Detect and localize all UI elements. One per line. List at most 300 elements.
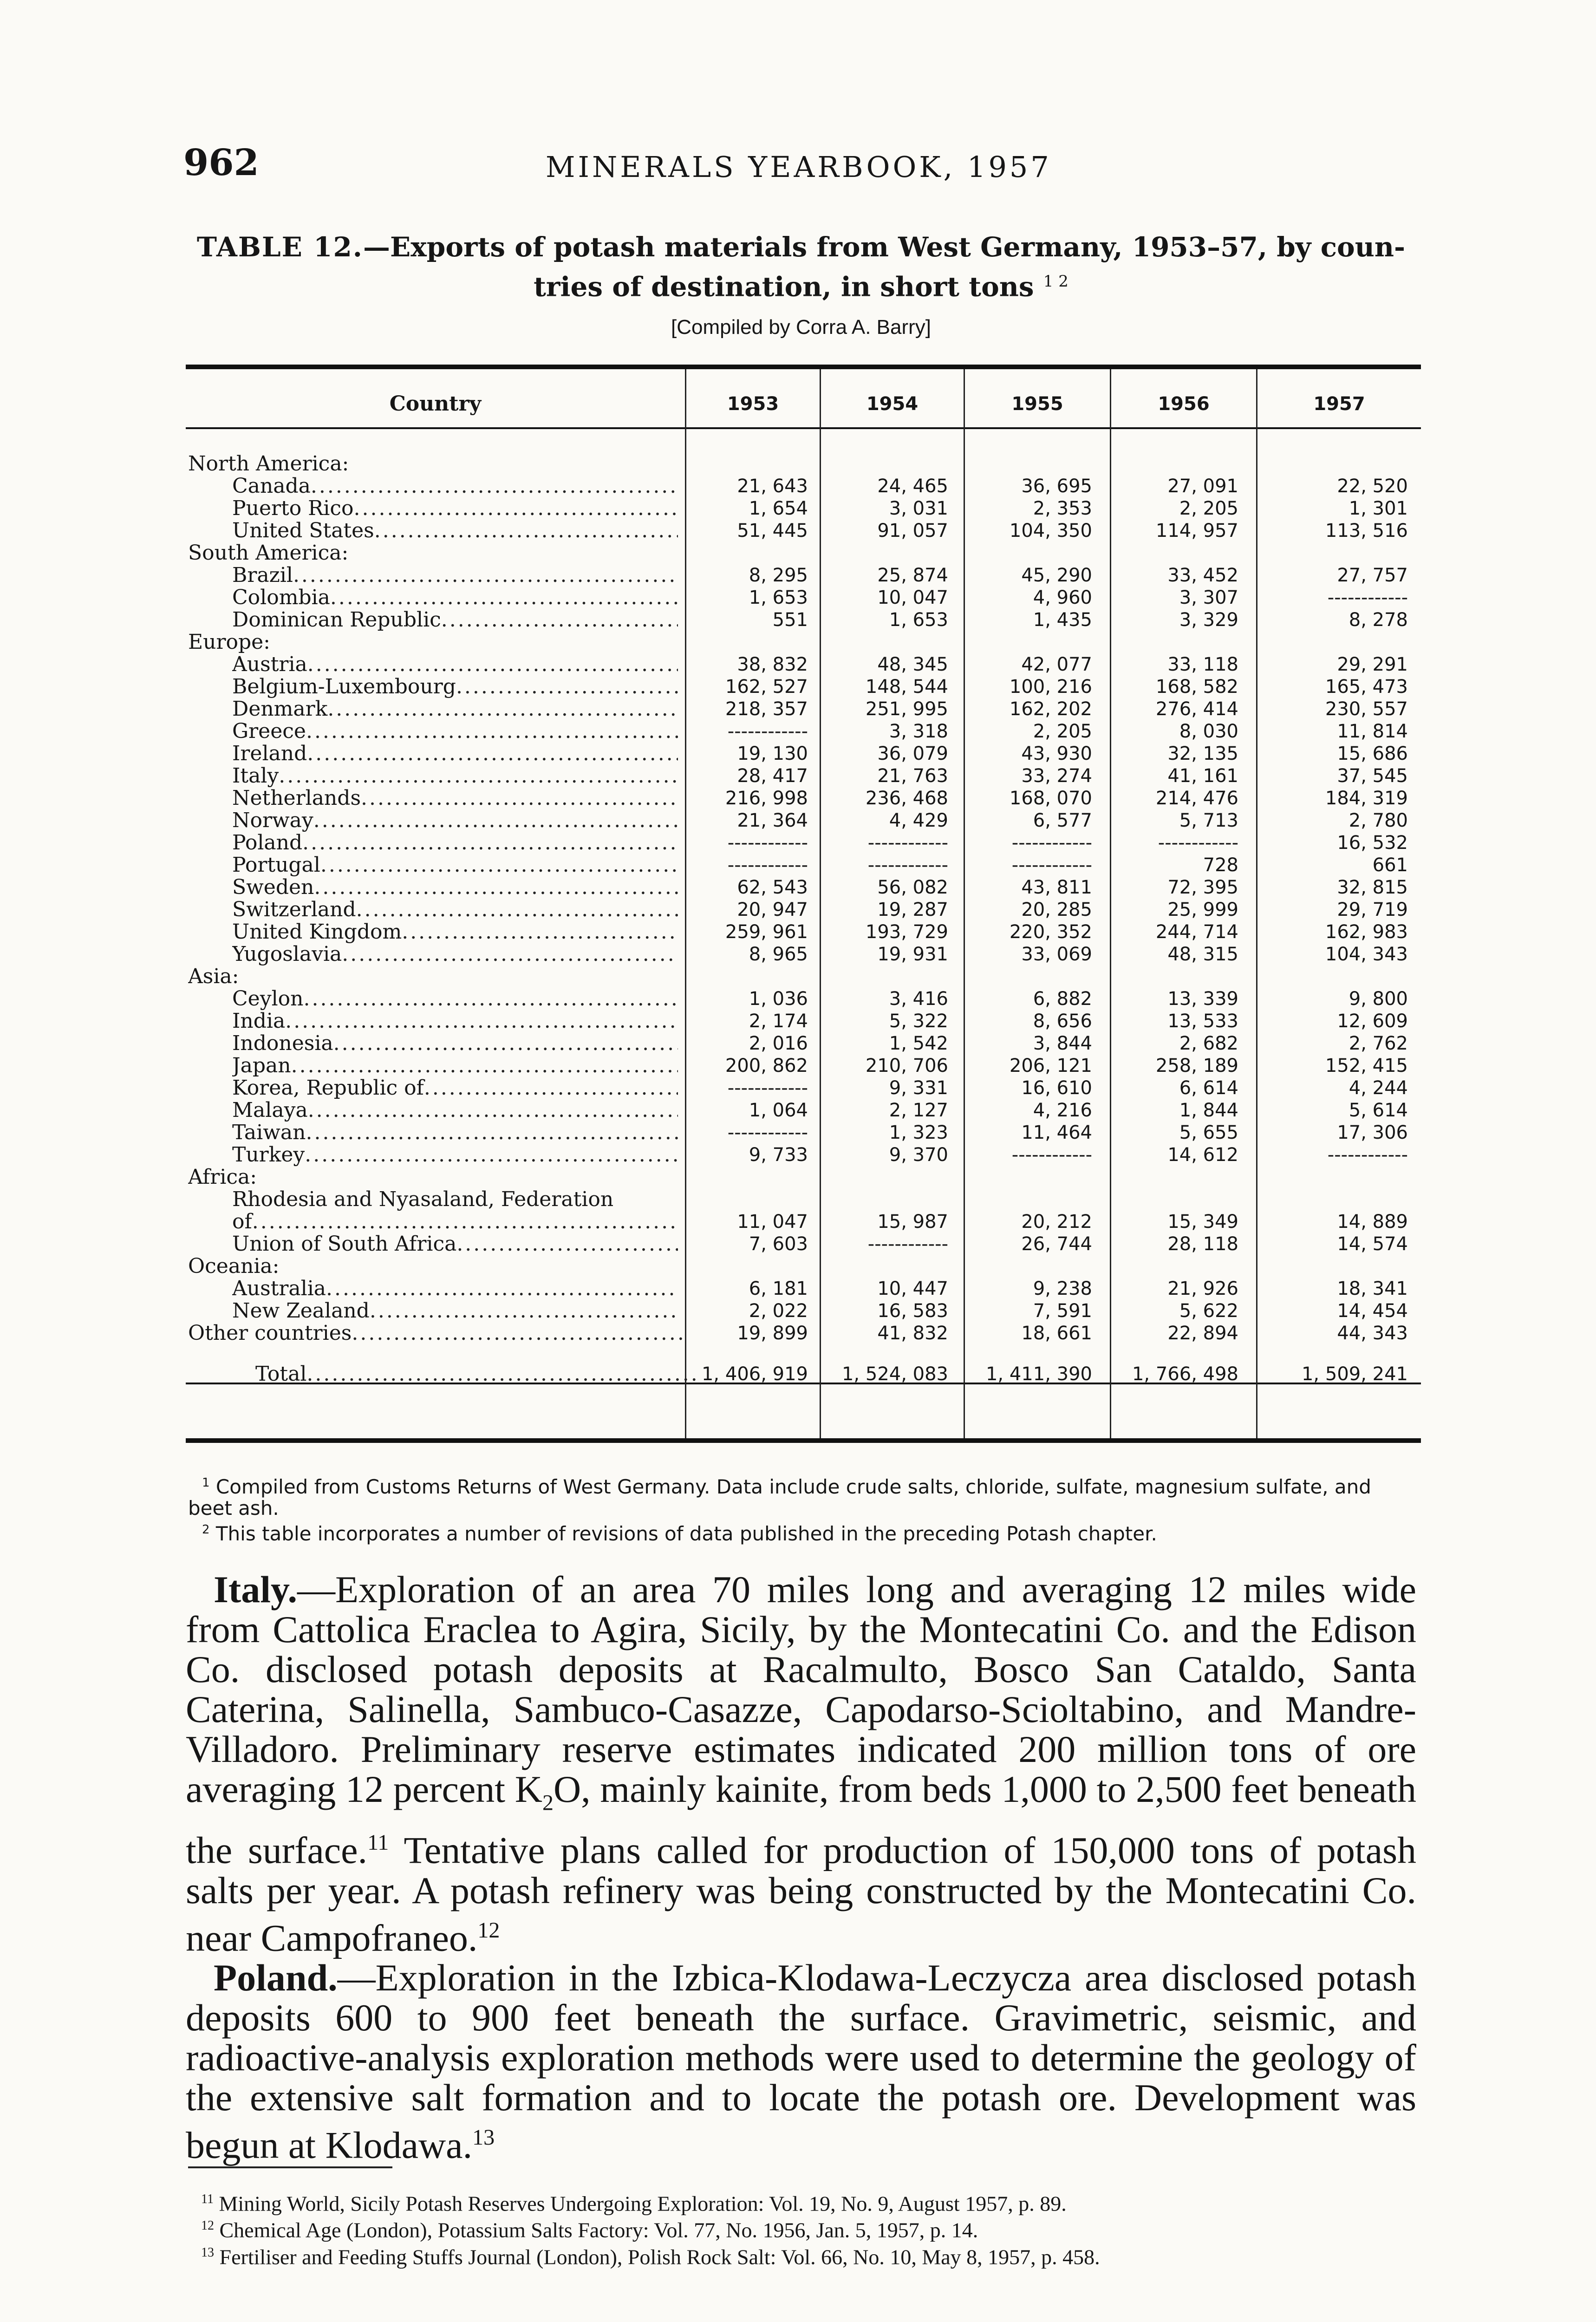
table-row	[186, 965, 1421, 988]
country-name: Greece .....	[232, 720, 678, 743]
value-cell: 6, 614	[1179, 1077, 1238, 1099]
value-cell: 193, 729	[865, 921, 948, 943]
value-cell: ------------	[727, 832, 808, 854]
table-row	[186, 587, 1421, 609]
value-cell: 21, 364	[737, 810, 808, 831]
value-cell: ------------	[1011, 854, 1092, 876]
country-name: Turkey .....	[232, 1144, 678, 1166]
value-cell	[1117, 965, 1238, 988]
value-cell: 200, 862	[725, 1055, 808, 1076]
table-footnote	[188, 1519, 1414, 1545]
value-cell: 45, 290	[1021, 565, 1092, 586]
country-name: India .....	[232, 1010, 678, 1032]
table-row	[186, 743, 1421, 765]
value-cell: 72, 395	[1167, 877, 1238, 898]
table-footnote	[188, 1472, 1414, 1519]
value-cell: ------------	[867, 832, 948, 854]
value-cell: 14, 612	[1167, 1144, 1238, 1166]
value-cell: 43, 811	[1021, 877, 1092, 898]
value-cell: 1, 323	[889, 1122, 948, 1143]
value-cell: 214, 476	[1155, 788, 1238, 809]
value-cell: 258, 189	[1155, 1055, 1238, 1076]
table-row	[186, 475, 1421, 497]
table-row	[186, 988, 1421, 1010]
value-cell: 36, 695	[1021, 476, 1092, 497]
total-cell: 1, 406, 919	[701, 1363, 808, 1385]
paragraph-italy	[186, 1570, 1416, 1958]
paragraph-lead: Poland.	[214, 1957, 338, 1999]
table-header-rule	[186, 427, 1421, 429]
region-label: Oceania:	[188, 1255, 280, 1278]
value-cell: 184, 319	[1325, 788, 1408, 809]
value-cell	[1263, 631, 1408, 653]
country-name: Brazil .....	[232, 564, 678, 587]
value-cell: 33, 452	[1167, 565, 1238, 586]
table-row	[186, 1122, 1421, 1144]
table-row	[186, 943, 1421, 965]
country-name	[232, 1188, 678, 1233]
column-header-1954: 1954	[866, 393, 919, 415]
value-cell: 2, 016	[749, 1033, 808, 1054]
value-cell: 41, 832	[877, 1323, 948, 1344]
value-cell: 114, 957	[1155, 520, 1238, 541]
value-cell: 3, 318	[889, 721, 948, 742]
value-cell: 8, 965	[749, 944, 808, 965]
page-number: 962	[183, 142, 259, 184]
value-cell: 168, 070	[1009, 788, 1092, 809]
value-cell: 2, 127	[889, 1100, 948, 1121]
table-row	[186, 1278, 1421, 1300]
value-cell: ------------	[727, 1077, 808, 1099]
value-cell: ------------	[1158, 832, 1238, 854]
value-cell	[1263, 1166, 1408, 1188]
value-cell: 5, 713	[1179, 810, 1238, 831]
value-cell: 56, 082	[877, 877, 948, 898]
table-label: TABLE 12.	[196, 231, 363, 263]
paragraph-text: —Exploration of an area 70 miles long and averaging 12 miles wide from Cattolica Eraclea to Agira, Sicily, by the Montecatini Co. and the Edison Co. disclosed potash deposits at Racalmulto, Bosco San Cataldo, Santa Caterina, Salinella, Sambuco-Casazze, Capodarso-Scioltabino, and Mandre-Villadoro. Preliminary reserve estimates indicated 200 million tons of ore averaging 12 percent K	[186, 1568, 1416, 1810]
region-label: Asia:	[188, 965, 239, 988]
subscript: 2	[542, 1790, 554, 1815]
value-cell: 10, 047	[877, 587, 948, 608]
value-cell: 230, 557	[1325, 698, 1408, 720]
value-cell	[686, 542, 808, 564]
value-cell: 1, 036	[749, 988, 808, 1010]
value-cell: ------------	[867, 1233, 948, 1255]
value-cell	[971, 542, 1092, 564]
column-header-1953: 1953	[727, 393, 779, 415]
value-cell	[971, 1255, 1092, 1278]
value-cell: 15, 987	[877, 1211, 948, 1233]
value-cell: 7, 591	[1033, 1300, 1092, 1322]
value-cell: 42, 077	[1021, 654, 1092, 675]
value-cell: 8, 030	[1179, 721, 1238, 742]
value-cell: 14, 454	[1337, 1300, 1408, 1322]
value-cell	[686, 1255, 808, 1278]
value-cell: 661	[1372, 854, 1408, 876]
value-cell: 162, 983	[1325, 921, 1408, 943]
value-cell: 24, 465	[877, 476, 948, 497]
value-cell: 11, 464	[1021, 1122, 1092, 1143]
compiled-by: [Compiled by Corra A. Barry]	[671, 316, 931, 339]
value-cell: 1, 654	[749, 498, 808, 519]
value-cell: ------------	[1011, 1144, 1092, 1166]
value-cell: 13, 339	[1167, 988, 1238, 1010]
value-cell: 8, 656	[1033, 1011, 1092, 1032]
value-cell: 16, 583	[877, 1300, 948, 1322]
paragraph-text: —Exploration in the Izbica-Klodawa-Leczycza area disclosed potash deposits 600 to 900 feet beneath the surface. Gravimetric, seismic, and radioactive-analysis exploration methods were used to determine the geology of the extensive salt formation and to locate the potash ore. Development was begun at Klodawa.	[186, 1957, 1416, 2166]
value-cell	[971, 965, 1092, 988]
value-cell: 5, 655	[1179, 1122, 1238, 1143]
value-cell: 11, 814	[1337, 721, 1408, 742]
value-cell	[1117, 542, 1238, 564]
value-cell: 1, 844	[1179, 1100, 1238, 1121]
page-footnote	[188, 2188, 1414, 2215]
country-name: Denmark .....	[232, 698, 678, 720]
country-name: Puerto Rico .....	[232, 497, 678, 520]
country-name: Austria .....	[232, 653, 678, 676]
value-cell	[1263, 1255, 1408, 1278]
value-cell	[1263, 965, 1408, 988]
value-cell: 33, 274	[1021, 765, 1092, 787]
value-cell: ------------	[727, 1122, 808, 1143]
country-name-line2: of .....	[232, 1211, 678, 1233]
value-cell: 9, 733	[749, 1144, 808, 1166]
country-name: Colombia .....	[232, 587, 678, 609]
value-cell: 218, 357	[725, 698, 808, 720]
value-cell: 32, 135	[1167, 743, 1238, 764]
region-label: South America:	[188, 542, 349, 564]
footnote-text: Chemical Age (London), Potassium Salts Factory: Vol. 77, No. 1956, Jan. 5, 1957, p. 14.	[219, 2218, 978, 2242]
total-cell: 1, 766, 498	[1132, 1363, 1238, 1385]
table-row	[186, 876, 1421, 899]
value-cell: 1, 653	[889, 609, 948, 631]
total-row	[186, 1363, 1421, 1385]
country-name: Malaya .....	[232, 1099, 678, 1122]
value-cell: 5, 614	[1348, 1100, 1408, 1121]
footnote-text: Mining World, Sicily Potash Reserves Undergoing Exploration: Vol. 19, No. 9, August 1957, p. 89.	[219, 2192, 1067, 2216]
value-cell: 2, 780	[1348, 810, 1408, 831]
table-row	[186, 1077, 1421, 1099]
table-row	[186, 832, 1421, 854]
value-cell: 48, 345	[877, 654, 948, 675]
value-cell	[971, 453, 1092, 475]
value-cell	[686, 965, 808, 988]
value-cell	[827, 631, 948, 653]
value-cell: 7, 603	[749, 1233, 808, 1255]
column-header-1957: 1957	[1313, 393, 1365, 415]
footnote-mark: 1	[202, 1476, 210, 1490]
table-row	[186, 720, 1421, 743]
value-cell	[1117, 1166, 1238, 1188]
value-cell: 165, 473	[1325, 676, 1408, 698]
value-cell: 17, 306	[1337, 1122, 1408, 1143]
table-row	[186, 453, 1421, 475]
country-name: Union of South Africa .....	[232, 1233, 678, 1255]
country-name: United Kingdom .....	[232, 921, 678, 943]
value-cell: ------------	[867, 854, 948, 876]
region-label: Africa:	[188, 1166, 257, 1188]
value-cell: 37, 545	[1337, 765, 1408, 787]
value-cell: 26, 744	[1021, 1233, 1092, 1255]
value-cell	[1263, 453, 1408, 475]
table-title-line2: tries of destination, in short tons	[534, 271, 1034, 303]
value-cell: 27, 091	[1167, 476, 1238, 497]
value-cell: 19, 287	[877, 899, 948, 920]
value-cell: 4, 244	[1348, 1077, 1408, 1099]
value-cell: 162, 202	[1009, 698, 1092, 720]
value-cell: 14, 574	[1337, 1233, 1408, 1255]
country-name: Yugoslavia .....	[232, 943, 678, 965]
footnote-ref: 13	[472, 2125, 495, 2150]
value-cell: 16, 532	[1337, 832, 1408, 854]
value-cell	[686, 453, 808, 475]
value-cell: 2, 205	[1033, 721, 1092, 742]
table-row	[186, 1166, 1421, 1188]
table-title	[188, 230, 1414, 304]
value-cell: ------------	[727, 854, 808, 876]
value-cell: 22, 894	[1167, 1323, 1238, 1344]
value-cell	[971, 1166, 1092, 1188]
value-cell: 25, 874	[877, 565, 948, 586]
page-footnote	[188, 2242, 1414, 2268]
column-header-1956: 1956	[1158, 393, 1210, 415]
country-name: Portugal .....	[232, 854, 678, 876]
value-cell: 3, 329	[1179, 609, 1238, 631]
table-body	[186, 453, 1421, 1385]
table-row	[186, 921, 1421, 943]
value-cell: 36, 079	[877, 743, 948, 764]
country-name-line1: Rhodesia and Nyasaland, Federation	[232, 1188, 614, 1211]
value-cell: 91, 057	[877, 520, 948, 541]
table-row	[186, 1233, 1421, 1255]
value-cell: 551	[772, 609, 808, 631]
value-cell: 32, 815	[1337, 877, 1408, 898]
value-cell: 4, 216	[1033, 1100, 1092, 1121]
country-name: Netherlands .....	[232, 787, 678, 809]
value-cell: 3, 307	[1179, 587, 1238, 608]
footnote-ref: 12	[477, 1918, 500, 1943]
value-cell	[1263, 542, 1408, 564]
table-row	[186, 1322, 1421, 1344]
country-name: Canada .....	[232, 475, 678, 497]
country-name: Belgium-Luxembourg .....	[232, 676, 678, 698]
value-cell: ------------	[727, 721, 808, 742]
footnote-text: Fertiliser and Feeding Stuffs Journal (London), Polish Rock Salt: Vol. 66, No. 10, May 8, 1957, p. 458.	[219, 2244, 1100, 2269]
paragraph-lead: Italy.	[214, 1568, 297, 1611]
value-cell: 9, 800	[1348, 988, 1408, 1010]
value-cell: 21, 763	[877, 765, 948, 787]
value-cell: 3, 416	[889, 988, 948, 1010]
paragraph-text: Tentative plans called for production of 150,000 tons of potash salts per year. A potash refinery was being constructed by the Montecatini Co. near Campofraneo.	[186, 1829, 1417, 1959]
value-cell: 3, 031	[889, 498, 948, 519]
value-cell	[827, 453, 948, 475]
value-cell: 48, 315	[1167, 944, 1238, 965]
value-cell	[1117, 631, 1238, 653]
value-cell: 1, 542	[889, 1033, 948, 1054]
value-cell: ------------	[1327, 1144, 1408, 1166]
value-cell: 2, 762	[1348, 1033, 1408, 1054]
value-cell: 216, 998	[725, 788, 808, 809]
footnote-mark: 13	[201, 2245, 214, 2260]
table-row	[186, 1144, 1421, 1166]
value-cell: 6, 181	[749, 1278, 808, 1299]
footnote-ref: 11	[367, 1830, 389, 1855]
value-cell: 728	[1203, 854, 1238, 876]
country-name: New Zealand .....	[232, 1300, 678, 1322]
table-row	[186, 1099, 1421, 1122]
value-cell: 168, 582	[1155, 676, 1238, 698]
footnote-mark: 12	[201, 2218, 214, 2233]
value-cell: 152, 415	[1325, 1055, 1408, 1076]
table-top-rule	[186, 365, 1421, 369]
country-name: Ireland .....	[232, 743, 678, 765]
country-name: Japan .....	[232, 1055, 678, 1077]
value-cell: 251, 995	[865, 698, 948, 720]
value-cell: 100, 216	[1009, 676, 1092, 698]
region-label: North America:	[188, 453, 349, 475]
value-cell: 236, 468	[865, 788, 948, 809]
value-cell: 13, 533	[1167, 1011, 1238, 1032]
value-cell: ------------	[1327, 587, 1408, 608]
value-cell	[686, 631, 808, 653]
value-cell: 44, 343	[1337, 1323, 1408, 1344]
running-header	[183, 142, 1428, 193]
value-cell: 21, 926	[1167, 1278, 1238, 1299]
value-cell: 276, 414	[1155, 698, 1238, 720]
table-row	[186, 1300, 1421, 1322]
table-row	[186, 676, 1421, 698]
page-footnote	[188, 2215, 1414, 2241]
value-cell: 9, 370	[889, 1144, 948, 1166]
value-cell: 162, 527	[725, 676, 808, 698]
table-row	[186, 899, 1421, 921]
table-row	[186, 609, 1421, 631]
value-cell: 6, 577	[1033, 810, 1092, 831]
footnote-text: Compiled from Customs Returns of West Germany. Data include crude salts, chloride, sulfate, magnesium sulfate, and beet ash.	[188, 1475, 1371, 1520]
value-cell: 15, 349	[1167, 1211, 1238, 1233]
region-label: Other countries .....	[188, 1322, 683, 1344]
value-cell: 33, 069	[1021, 944, 1092, 965]
value-cell: 19, 899	[737, 1323, 808, 1344]
value-cell: 9, 238	[1033, 1278, 1092, 1299]
value-cell: 14, 889	[1337, 1211, 1408, 1233]
running-title: MINERALS YEARBOOK, 1957	[546, 150, 1052, 184]
country-name: Ceylon .....	[232, 988, 678, 1010]
table-row	[186, 653, 1421, 676]
value-cell: 5, 322	[889, 1011, 948, 1032]
value-cell: 28, 118	[1167, 1233, 1238, 1255]
value-cell: 8, 278	[1348, 609, 1408, 631]
value-cell: 51, 445	[737, 520, 808, 541]
table-row	[186, 1255, 1421, 1278]
value-cell: 148, 544	[865, 676, 948, 698]
country-name: Korea, Republic of .....	[232, 1077, 678, 1099]
value-cell: 18, 341	[1337, 1278, 1408, 1299]
value-cell	[827, 965, 948, 988]
country-name: Indonesia .....	[232, 1032, 678, 1055]
table-title-footnote-marks: 1 2	[1043, 272, 1068, 291]
table-row	[186, 765, 1421, 787]
table-row	[186, 698, 1421, 720]
value-cell	[827, 542, 948, 564]
table-row	[186, 564, 1421, 587]
table-row	[186, 542, 1421, 564]
value-cell: 104, 350	[1009, 520, 1092, 541]
value-cell: 6, 882	[1033, 988, 1092, 1010]
value-cell: 43, 930	[1021, 743, 1092, 764]
value-cell: 9, 331	[889, 1077, 948, 1099]
value-cell: 29, 291	[1337, 654, 1408, 675]
value-cell: 206, 121	[1009, 1055, 1092, 1076]
value-cell: 220, 352	[1009, 921, 1092, 943]
value-cell: 2, 682	[1179, 1033, 1238, 1054]
footnote-mark: 2	[202, 1523, 210, 1537]
value-cell: 3, 844	[1033, 1033, 1092, 1054]
country-name: Taiwan .....	[232, 1122, 678, 1144]
value-cell: 22, 520	[1337, 476, 1408, 497]
table-row	[186, 1032, 1421, 1055]
value-cell: 259, 961	[725, 921, 808, 943]
value-cell	[1117, 453, 1238, 475]
value-cell: 62, 543	[737, 877, 808, 898]
value-cell: 2, 174	[749, 1011, 808, 1032]
paragraph-poland	[186, 1958, 1416, 2165]
page-footnotes	[188, 2188, 1414, 2268]
value-cell: 1, 653	[749, 587, 808, 608]
value-cell: 104, 343	[1325, 944, 1408, 965]
total-label: Total .....	[255, 1363, 701, 1385]
value-cell	[686, 1166, 808, 1188]
value-cell: ------------	[1011, 832, 1092, 854]
country-name: United States .....	[232, 520, 678, 542]
column-header-country: Country	[389, 392, 482, 416]
table-row	[186, 631, 1421, 653]
footnote-mark: 11	[201, 2192, 214, 2206]
value-cell: 2, 205	[1179, 498, 1238, 519]
total-cell: 1, 411, 390	[985, 1363, 1092, 1385]
table-row	[186, 520, 1421, 542]
value-cell: 11, 047	[737, 1211, 808, 1233]
table-footnotes	[188, 1472, 1414, 1545]
value-cell: 4, 960	[1033, 587, 1092, 608]
value-cell	[1117, 1255, 1238, 1278]
table-row	[186, 1055, 1421, 1077]
value-cell: 2, 353	[1033, 498, 1092, 519]
table-row	[186, 1010, 1421, 1032]
country-name: Poland .....	[232, 832, 678, 854]
value-cell	[971, 631, 1092, 653]
value-cell: 8, 295	[749, 565, 808, 586]
value-cell: 210, 706	[865, 1055, 948, 1076]
value-cell: 20, 947	[737, 899, 808, 920]
country-name: Switzerland .....	[232, 899, 678, 921]
value-cell: 1, 301	[1348, 498, 1408, 519]
country-name: Australia .....	[232, 1278, 678, 1300]
country-name: Dominican Republic .....	[232, 609, 678, 631]
value-cell: 18, 661	[1021, 1323, 1092, 1344]
value-cell: 29, 719	[1337, 899, 1408, 920]
value-cell: 20, 285	[1021, 899, 1092, 920]
value-cell: 21, 643	[737, 476, 808, 497]
footnote-text: This table incorporates a number of revisions of data published in the preceding Potash chapter.	[215, 1522, 1157, 1545]
value-cell: 41, 161	[1167, 765, 1238, 787]
exports-table	[186, 365, 1421, 1456]
region-label: Europe:	[188, 631, 271, 653]
table-row	[186, 497, 1421, 520]
value-cell: 27, 757	[1337, 565, 1408, 586]
value-cell: 2, 022	[749, 1300, 808, 1322]
table-title-line1: —Exports of potash materials from West Germany, 1953–57, by coun-	[363, 231, 1406, 263]
